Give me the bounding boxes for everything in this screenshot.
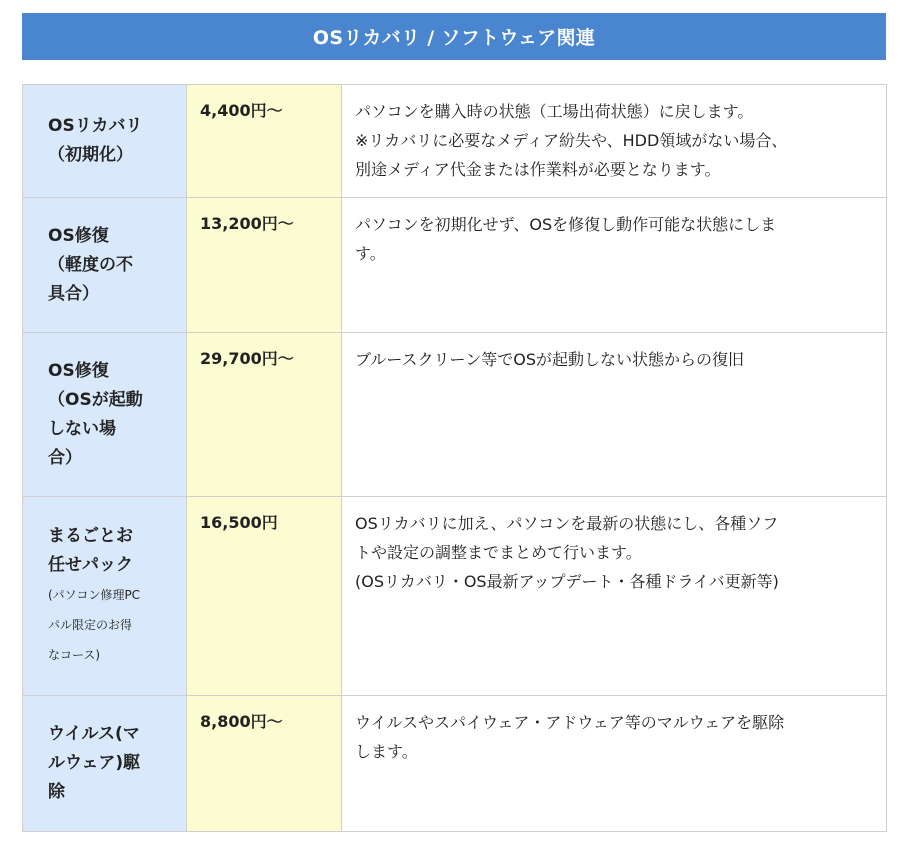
service-name: まるごとお 任せパック bbox=[48, 526, 133, 575]
service-name-block bbox=[23, 522, 186, 670]
price-cell bbox=[187, 198, 342, 333]
service-description: パソコンを初期化せず、OSを修復し動作可能な状態にしま す。 bbox=[355, 215, 777, 263]
table-row bbox=[23, 85, 887, 198]
service-name: ウイルス(マ ルウェア)駆 除 bbox=[48, 724, 141, 802]
service-price: 29,700円〜 bbox=[200, 349, 294, 368]
service-name-cell bbox=[23, 198, 187, 333]
price-cell bbox=[187, 497, 342, 696]
service-name-note: (パソコン修理PC パル限定のお得 なコース) bbox=[48, 588, 141, 662]
service-description: OSリカバリに加え、パソコンを最新の状態にし、各種ソフ トや設定の調整までまとめて行います。 (OSリカバリ・OS最新アップデート・各種ドライバ更新等) bbox=[355, 514, 779, 591]
description-cell bbox=[342, 497, 887, 696]
service-price: 13,200円〜 bbox=[200, 214, 294, 233]
service-price: 16,500円 bbox=[200, 513, 278, 532]
description-cell bbox=[342, 333, 887, 497]
service-price: 8,800円〜 bbox=[200, 712, 283, 731]
price-cell bbox=[187, 333, 342, 497]
service-name: OSリカバリ （初期化） bbox=[48, 116, 143, 165]
section-header bbox=[22, 13, 886, 60]
price-cell bbox=[187, 696, 342, 832]
service-price: 4,400円〜 bbox=[200, 101, 283, 120]
service-name-cell bbox=[23, 696, 187, 832]
service-name-cell bbox=[23, 85, 187, 198]
table-row bbox=[23, 333, 887, 497]
service-name-cell bbox=[23, 333, 187, 497]
service-description: パソコンを購入時の状態（工場出荷状態）に戻します。 ※リカバリに必要なメディア紛失や、HDD領域がない場合、 別途メディア代金または作業料が必要となります。 bbox=[355, 102, 788, 179]
service-name: OS修復 （軽度の不 具合） bbox=[48, 225, 133, 304]
service-description: ウイルスやスパイウェア・アドウェア等のマルウェアを駆除 します。 bbox=[355, 713, 785, 761]
table-row bbox=[23, 497, 887, 696]
service-name: OS修復 （OSが起動 しない場 合） bbox=[48, 360, 143, 468]
description-cell bbox=[342, 696, 887, 832]
description-cell bbox=[342, 198, 887, 333]
section-title: OSリカバリ / ソフトウェア関連 bbox=[312, 27, 596, 49]
service-description: ブルースクリーン等でOSが起動しない状態からの復旧 bbox=[355, 350, 744, 369]
price-cell bbox=[187, 85, 342, 198]
table-row bbox=[23, 198, 887, 333]
service-name-cell bbox=[23, 497, 187, 696]
price-table bbox=[22, 84, 887, 832]
description-cell bbox=[342, 85, 887, 198]
table-row bbox=[23, 696, 887, 832]
